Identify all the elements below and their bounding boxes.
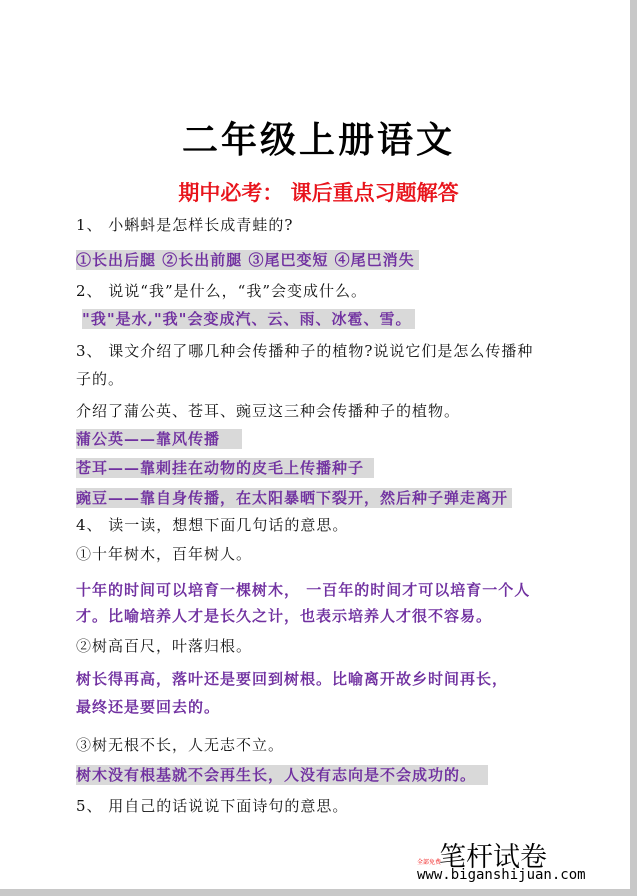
logo-name: 笔杆试卷 — [439, 842, 547, 873]
answer-4-2-line2: 最终还是要回去的。 — [76, 698, 221, 716]
answer-3-pea: 豌豆——靠自身传播，在太阳暴晒下裂开，然后种子弹走离开 — [76, 488, 512, 508]
question-2: 2、 说说“我”是什么，“我”会变成什么。 — [76, 282, 367, 300]
page-edge-right — [630, 0, 637, 896]
answer-3-cocklebur: 苍耳——靠刺挂在动物的皮毛上传播种子 — [76, 458, 374, 478]
question-3-cont: 子的。 — [76, 370, 125, 388]
answer-2: "我"是水,"我"会变成汽、云、雨、冰雹、雪。 — [82, 309, 415, 329]
logo-url: www.biganshijuan.com — [417, 867, 586, 883]
page-edge-bottom — [0, 889, 637, 896]
question-5: 5、 用自己的话说说下面诗句的意思。 — [76, 797, 349, 815]
question-4-item-1: ①十年树木，百年树人。 — [76, 545, 253, 563]
page-subtitle: 期中必考： 课后重点习题解答 — [178, 180, 459, 205]
answer-3-intro: 介绍了蒲公英、苍耳、豌豆这三种会传播种子的植物。 — [76, 402, 461, 420]
answer-3-dandelion: 蒲公英——靠风传播 — [76, 429, 242, 449]
question-1: 1、 小蝌蚪是怎样长成青蛙的? — [76, 216, 294, 234]
question-3: 3、 课文介绍了哪几种会传播种子的植物?说说它们是怎么传播种 — [76, 342, 534, 360]
question-4-item-2: ②树高百尺，叶落归根。 — [76, 637, 253, 655]
question-4: 4、 读一读，想想下面几句话的意思。 — [76, 516, 349, 534]
logo-tag: 全部免费 — [417, 859, 442, 866]
answer-4-1-line1: 十年的时间可以培育一棵树木， 一百年的时间才可以培育一个人 — [76, 581, 531, 599]
answer-1: ①长出后腿 ②长出前腿 ③尾巴变短 ④尾巴消失 — [76, 250, 419, 270]
answer-4-1-line2: 才。比喻培养人才是长久之计，也表示培养人才很不容易。 — [76, 607, 493, 625]
question-4-item-3: ③树无根不长，人无志不立。 — [76, 736, 285, 754]
answer-4-3: 树木没有根基就不会再生长，人没有志向是不会成功的。 — [76, 765, 488, 785]
page-title: 二年级上册语文 — [181, 119, 455, 161]
answer-4-2-line1: 树长得再高，落叶还是要回到树根。比喻离开故乡时间再长， — [76, 670, 509, 688]
